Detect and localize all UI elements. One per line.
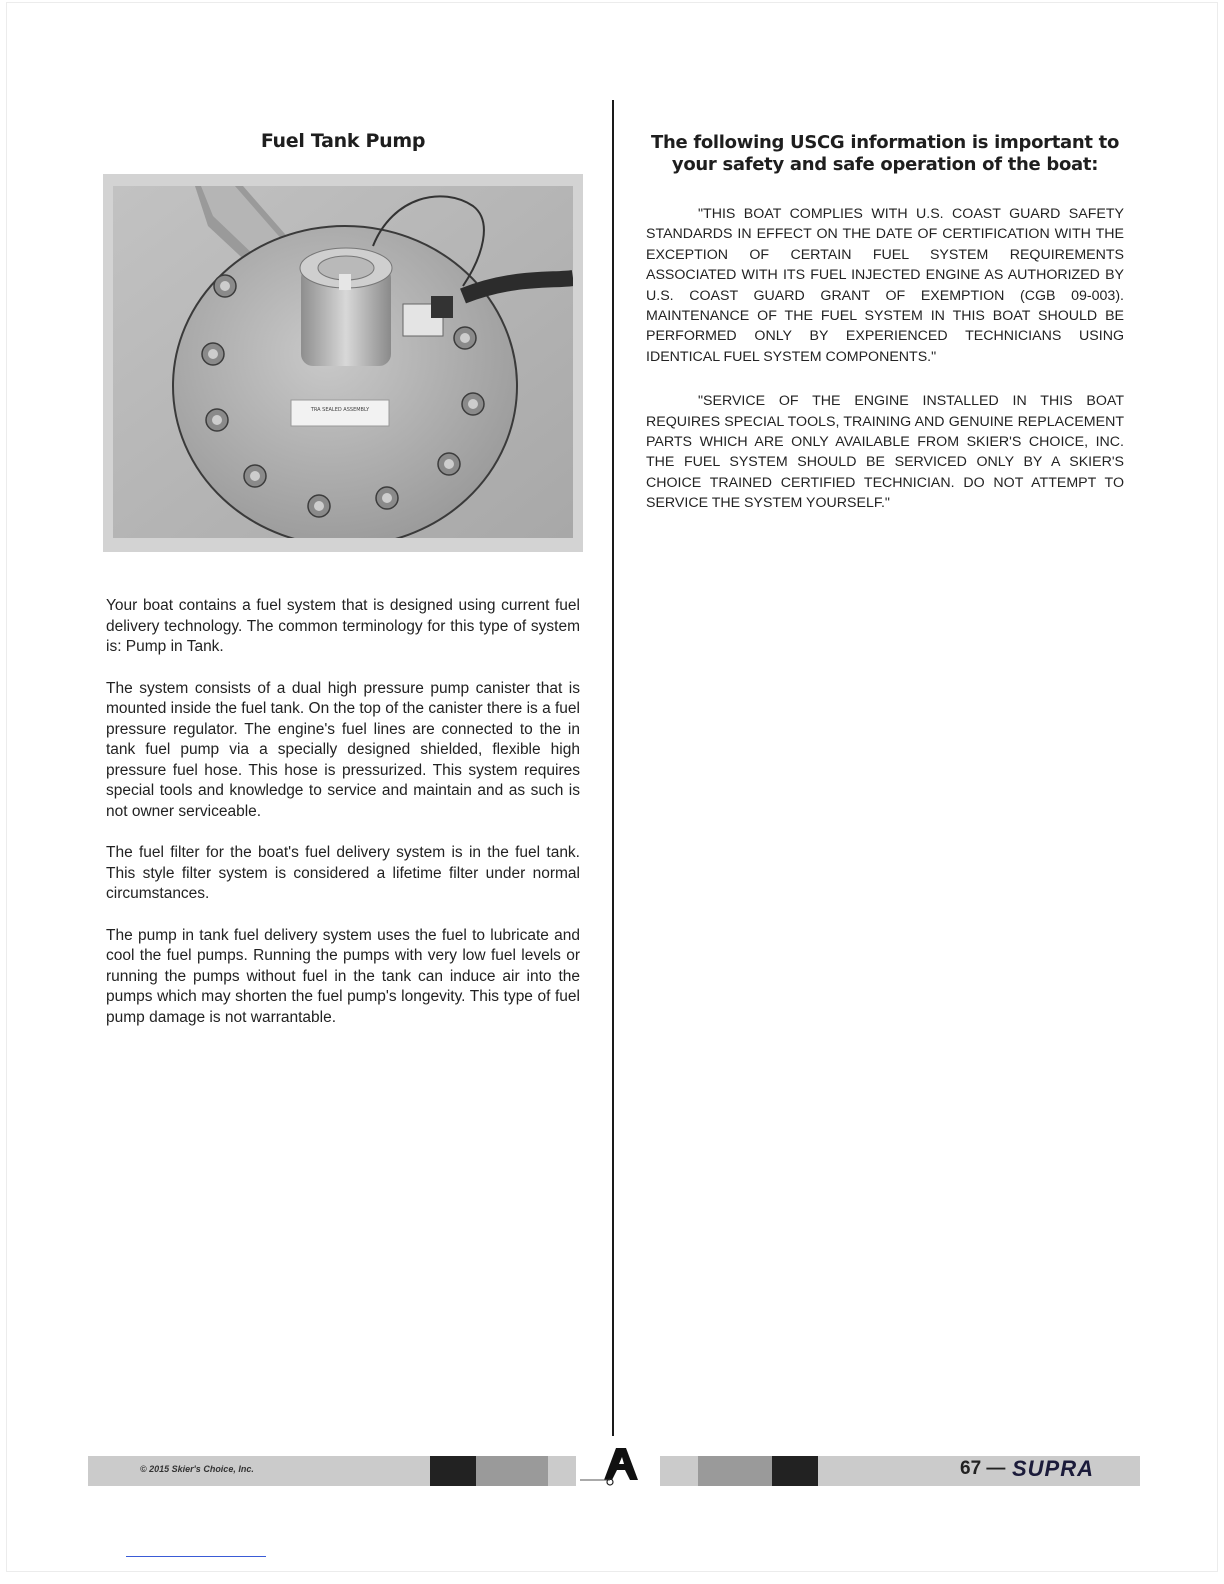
- copyright: © 2015 Skier's Choice, Inc.: [140, 1464, 254, 1474]
- paragraph: "SERVICE OF THE ENGINE INSTALLED IN THIS BOAT REQUIRES SPECIAL TOOLS, TRAINING AND GENUINE REPLACEMENT PARTS WHICH ARE ONLY AVAILABLE FROM SKIER'S CHOICE, INC. THE FUEL SYSTEM SHOULD BE SERVICED ONLY BY A SKIER'S CHOICE TRAINED CERTIFIED TECHNICIAN. DO NOT ATTEMPT TO SERVICE THE SYSTEM YOURSELF.": [646, 393, 1124, 512]
- footer-dark-square: [772, 1456, 818, 1486]
- footer-grey-square: [698, 1456, 772, 1486]
- column-divider: [612, 100, 614, 1436]
- footer-grey-square: [476, 1456, 548, 1486]
- paragraph: "THIS BOAT COMPLIES WITH U.S. COAST GUARD SAFETY STANDARDS IN EFFECT ON THE DATE OF CERTIFICATION WITH THE EXCEPTION OF CERTAIN FUEL SYSTEM REQUIREMENTS ASSOCIATED WITH ITS FUEL INJECTED ENGINE AS AUTHORIZED BY U.S. COAST GUARD GRANT OF EXEMPTION (CGB 09-003). MAINTENANCE OF THE FUEL SYSTEM IN THIS BOAT SHOULD BE PERFORMED ONLY BY EXPERIENCED TECHNICIANS USING IDENTICAL FUEL SYSTEM COMPONENTS.": [646, 206, 1124, 365]
- paragraph: Your boat contains a fuel system that is designed using current fuel delivery technology. The common terminology for this type of system is: Pump in Tank.: [106, 597, 580, 655]
- paragraph: The pump in tank fuel delivery system uses the fuel to lubricate and cool the fuel pumps. Running the pumps with very low fuel levels or running the pumps without fuel in the tank can induce air into the pumps which may shorten the fuel pump's longevity. This type of fuel pump damage is not warrantable.: [106, 926, 580, 1026]
- page-number: 67 —: [960, 1458, 1006, 1479]
- photo-label: [291, 400, 389, 426]
- fuel-system-description: [106, 596, 580, 1028]
- bottom-link-underline: [126, 1556, 266, 1557]
- fuel-pump-illustration: [113, 186, 573, 538]
- section-title-uscg: The following USCG information is important to your safety and safe operation of the boat:: [650, 132, 1120, 175]
- right-column: [646, 132, 1124, 538]
- uscg-notice: [646, 204, 1124, 514]
- fuel-pump-photo: [103, 174, 583, 552]
- footer-dark-square: [430, 1456, 476, 1486]
- section-title-fuel-tank-pump: Fuel Tank Pump: [260, 130, 426, 152]
- supra-wing-logo-icon: [576, 1444, 660, 1488]
- svg-text:TRA SEALED ASSEMBLY: TRA SEALED ASSEMBLY: [310, 407, 370, 413]
- paragraph: The fuel filter for the boat's fuel delivery system is in the fuel tank. This style filter system is considered a lifetime filter under normal circumstances.: [106, 844, 580, 902]
- brand-logo: SUPRA: [1012, 1456, 1095, 1481]
- paragraph: The system consists of a dual high pressure pump canister that is mounted inside the fuel tank. On the top of the canister there is a fuel pressure regulator. The engine's fuel lines are connected to the in tank fuel pump via a specially designed shielded, flexible high pressure fuel hose. This hose is pressurized. This system requires special tools and knowledge to service and maintain and as such is not owner serviceable.: [106, 679, 580, 820]
- left-column: [106, 130, 580, 1049]
